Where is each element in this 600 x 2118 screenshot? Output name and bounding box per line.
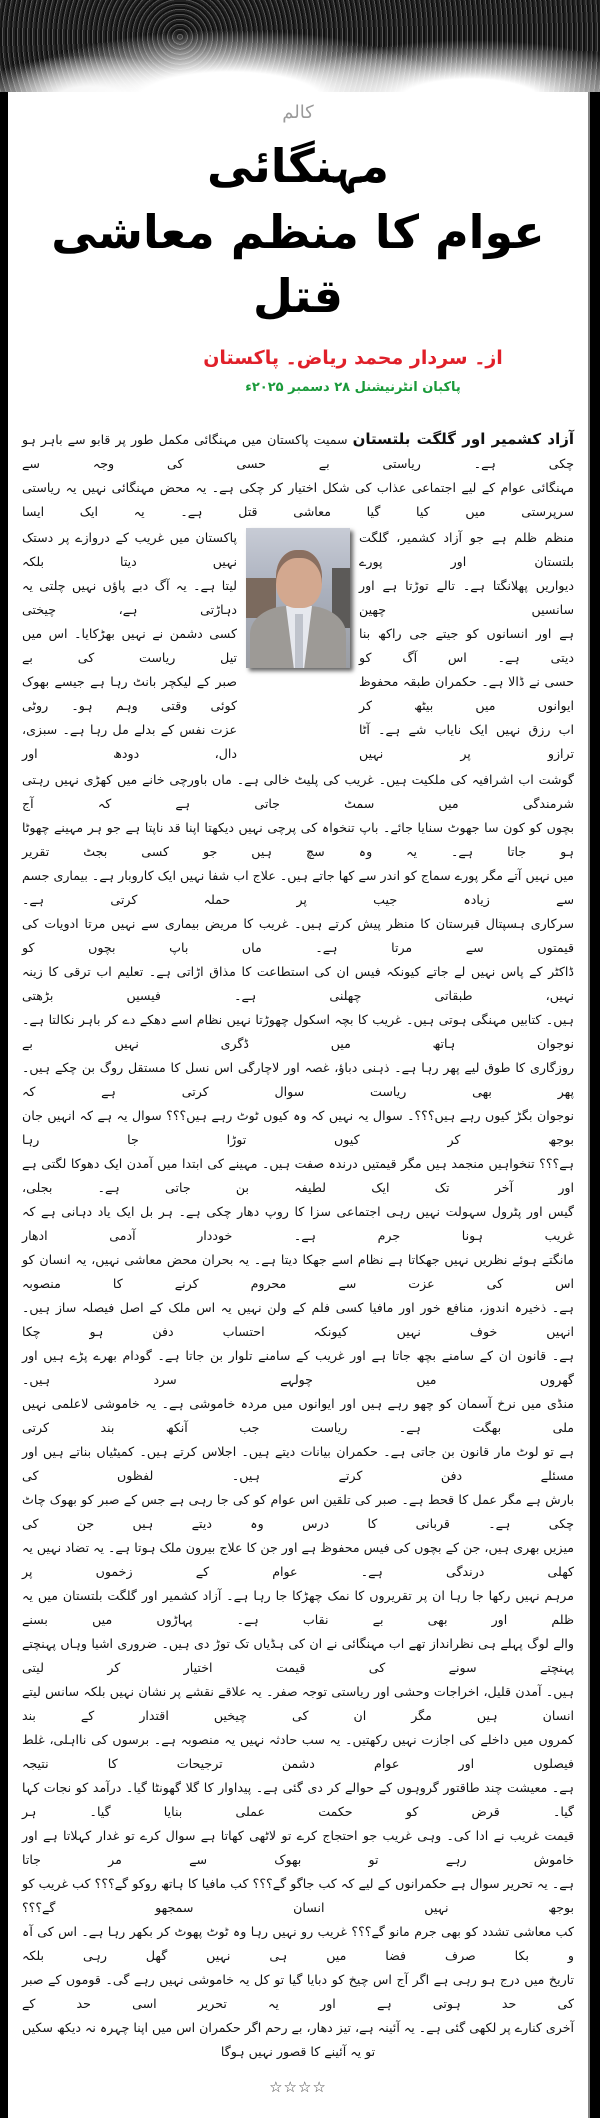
article-body [22,428,574,2064]
article-line: گوشت اب اشرافیہ کی ملکیت ہیں۔ غریب کی پلیٹ خالی ہے۔ ماں باورچی خانے میں کھڑی نہیں رہتی شرمندگی میں سمٹ جاتی ہے کہ آج [22,772,574,811]
article-line: مہنگائی عوام کے لیے اجتماعی عذاب کی شکل اختیار کر چکی ہے۔ یہ محض مہنگائی نہیں یہ ریاستی سرپرستی میں کیا گیا معاشی قتل ہے۔ یہ ایک ایسا [22,480,574,519]
article-line: کمروں میں داخلے کی اجازت نہیں رکھتیں۔ یہ سب حادثہ نہیں یہ منصوبہ ہے۔ برسوں کی نااہلی، غلط فیصلوں اور عوام دشمن ترجیحات کا نتیجہ [22,1732,574,1771]
author-photo [246,528,350,668]
article-line: ہے۔ قانون ان کے سامنے بچھ جاتا ہے اور غریب کے سامنے تلوار بن جاتا ہے۔ گودام بھرے پڑے ہیں اور گھروں میں چولہے سرد ہیں۔ [22,1348,574,1387]
article-line: صبر کے لیکچر بانٹ رہا ہے جیسے بھوک کوئی وقتی وہم ہو۔ روٹی [22,674,237,713]
lead-line-rest: سمیت پاکستان میں مہنگائی مکمل طور پر قابو سے باہر ہو چکی ہے۔ ریاستی بے حسی کی وجہ سے [22,432,574,471]
article-line: ڈاکٹر کے پاس نہیں لے جاتے کیونکہ فیس ان کی استطاعت کا مذاق اڑاتی ہے۔ تعلیم اب ترقی کا زینہ نہیں، طبقاتی چھلنی ہے۔ فیسیں بڑھتی [22,964,574,1003]
right-column [359,526,574,766]
article-line: اب رزق نہیں ایک نایاب شے ہے۔ آٹا ترازو پر نہیں [359,722,574,761]
headline-line-2: عوام کا منظم معاشی قتل [51,205,545,323]
article-line: والے لوگ پہلے ہی نظرانداز تھے اب مہنگائی نے ان کی ہڈیاں تک توڑ دی ہیں۔ ضروری اشیا وہاں پہنچتے پہنچتے سونے کی قیمت اختیار کر لیتی [22,1636,574,1675]
article-line: ہے؟؟؟ تنخواہیں منجمد ہیں مگر قیمتیں درندہ صفت ہیں۔ مہینے کی ابتدا میں آمدن ایک دھوکا لگتی ہے اور آخر تک ایک لطیفہ بن جاتی ہے۔ بجلی، [22,1156,574,1195]
article-line: دیواریں پھلانگتا ہے۔ تالے توڑتا ہے اور سانسیں چھین [359,578,574,617]
article-line: تاریخ میں درج ہو رہی ہے اگر آج اس چیخ کو دبایا گیا تو کل یہ خاموشی نہیں رہے گی۔ قوموں کے صبر کی حد ہوتی ہے اور یہ تحریر اسی حد کے [22,1972,574,2011]
article-line: ہے۔ معیشت چند طاقتور گروہوں کے حوالے کر دی گئی ہے۔ پیداوار کا گلا گھونٹا گیا۔ درآمد کو نجات کہا گیا۔ قرض کو حکمت عملی بنایا گیا۔ ہر [22,1780,574,1819]
photo-tie [295,614,303,668]
article-line: عزت نفس کے بدلے مل رہا ہے۔ سبزی، دال، دودھ اور [22,722,237,761]
article-closing-line: آخری کنارے پر لکھی گئی ہے۔ یہ آئینہ ہے، تیز دھار، بے رحم اگر حکمران اس میں اپنا چہرہ نہ دیکھ سکیں تو یہ آئینے کا قصور نہیں ہوگا [22,2020,575,2059]
photo-wrap-section [22,526,574,766]
article-line: قیمت غریب نے ادا کی۔ وہی غریب جو احتجاج کرے تو لاٹھی کھاتا ہے سوال کرے تو غدار کہلاتا ہے اور خاموش رہے تو بھوک سے مر جاتا [22,1828,574,1867]
author-byline: از۔ سردار محمد ریاض۔ پاکستان [203,347,503,369]
lead-phrase: آزاد کشمیر اور گلگت بلتستان [352,430,574,448]
article-line: ہے اور انسانوں کو جیتے جی راکھ بنا دیتی ہے۔ اس آگ کو [359,626,574,665]
left-column [22,526,237,766]
article-line: روزگاری کا طوق لیے پھر رہا ہے۔ ذہنی دباؤ، غصہ اور لاچارگی اس نسل کا مستقل روگ بن چکے ہیں۔ پھر بھی ریاست سوال کرتی ہے کہ [22,1060,574,1099]
article-lines [22,768,574,2016]
article-line: ہیں۔ کتابیں مہنگی ہوتی ہیں۔ غریب کا بچہ اسکول چھوڑتا نہیں نظام اسے دھکے دے کر باہر نکالتا ہے۔ نوجوان ہاتھ میں ڈگری نہیں بے [22,1012,574,1051]
article-line: میزیں بھری ہیں، جن کے بچوں کی فیس محفوظ ہے اور جن کا علاج بیرون ملک ہوتا ہے۔ یہ تضاد نہیں یہ کھلی درندگی ہے۔ عوام کے زخموں پر [22,1540,574,1579]
article-line: کسی دشمن نے نہیں بھڑکایا۔ اس میں تیل ریاست کی بے [22,626,237,665]
article-line: مانگتے ہوئے نظریں نہیں جھکاتا ہے نظام اسے جھکا دیتا ہے۔ یہ بحران محض معاشی نہیں، یہ انسان کو اس کی عزت سے محروم کرنے کا منصوبہ [22,1252,574,1291]
end-stars: ☆☆☆☆ [269,2078,327,2096]
article-line: سرکاری ہسپتال قبرستان کا منظر پیش کرتے ہیں۔ غریب کا مریض بیماری سے نہیں مرتا ادویات کی قیمتوں سے مرتا ہے۔ ماں باپ بچوں کو [22,916,574,955]
article-line: ہے۔ یہ تحریر سوال ہے حکمرانوں کے لیے کہ کب جاگو گے؟؟؟ کب مافیا کا ہاتھ روکو گے؟؟؟ کب غریب کو بوجھ نہیں انسان سمجھو گے؟؟؟ [22,1876,574,1915]
photo-face [276,550,322,608]
article-line: حسی نے ڈالا ہے۔ حکمران طبقہ محفوظ ایوانوں میں بیٹھ کر [359,674,574,713]
grunge-header-banner [0,0,600,92]
article-line: گیس اور پٹرول سہولت نہیں رہی اجتماعی سزا کا روپ دھار چکی ہے۔ ہر بل ایک یاد دہانی ہے کہ غریب ہونا جرم ہے۔ خوددار آدمی ادھار [22,1204,574,1243]
article-line: کب معاشی تشدد کو بھی جرم مانو گے؟؟؟ غریب رو نہیں رہا وہ ٹوٹ پھوٹ کر بکھر رہا ہے۔ اس کی آہ و بکا صرف فضا میں ہی نہیں گھل رہی بلکہ [22,1924,574,1963]
publication-source: پاکبان انٹرنیشنل ۲۸ دسمبر ۲۰۲۵ء [245,380,461,395]
article-line: میں نہیں آتے مگر پورے سماج کو اندر سے کھا جاتے ہیں۔ علاج اب شفا نہیں ایک کاروبار ہے۔ بیماری جسم سے زیادہ جیب پر حملہ کرتی ہے۔ [22,868,574,907]
article-line: ہیں۔ آمدن قلیل، اخراجات وحشی اور ریاستی توجہ صفر۔ یہ علاقے نقشے پر نشان نہیں بلکہ سانس لیتے انسان ہیں مگر ان کی چیخیں اقتدار کے بند [22,1684,574,1723]
article-line: لیتا ہے۔ یہ آگ دبے پاؤں نہیں چلتی یہ دہاڑتی ہے، چیختی [22,578,237,617]
article-line: بارش ہے مگر عمل کا قحط ہے۔ صبر کی تلقین اس عوام کو کی جا رہی ہے جس کے صبر کو بھوک چاٹ چکی ہے۔ قربانی کا درس وہ دیتے ہیں جن کی [22,1492,574,1531]
article-line: ہے۔ ذخیرہ اندوز، منافع خور اور مافیا کسی فلم کے ولن نہیں یہ اس ملک کے اصل فیصلہ ساز ہیں۔ انہیں خوف نہیں کیونکہ احتساب دفن ہو چکا [22,1300,574,1339]
article-line: بچوں کو کون سا جھوٹ سنایا جائے۔ باپ تنخواہ کی پرچی نہیں دیکھتا اپنا قد ناپتا ہے جو ہر مہینے چھوٹا ہو جاتا ہے۔ یہ وہ سچ ہیں جو کسی بجٹ تقریر [22,820,574,859]
article-line: نوجوان بگڑ کیوں رہے ہیں؟؟؟۔ سوال یہ نہیں کہ وہ کیوں ٹوٹ رہے ہیں؟؟؟ سوال یہ ہے کہ انہیں جان بوجھ کر کیوں توڑا جا رہا [22,1108,574,1147]
article-line [22,428,574,476]
article-line: منظم ظلم ہے جو آزاد کشمیر، گلگت بلتستان اور پورے [359,530,574,569]
article-line: منڈی میں نرخ آسمان کو چھو رہے ہیں اور ایوانوں میں مردہ خاموشی ہے۔ یہ خاموشی لاعلمی نہیں ملی بھگت ہے۔ ریاست جب آنکھ بند کرتی [22,1396,574,1435]
article-panel [8,92,590,2118]
article-line: مرہم نہیں رکھا جا رہا ان پر تقریروں کا نمک چھڑکا جا رہا ہے۔ آزاد کشمیر اور گلگت بلتستان میں یہ ظلم اور بھی بے نقاب ہے۔ پہاڑوں میں بسنے [22,1588,574,1627]
article-line: ہے تو لوٹ مار قانون بن جاتی ہے۔ حکمران بیانات دیتے ہیں۔ اجلاس کرتے ہیں۔ کمیٹیاں بناتے ہیں اور مسئلے دفن کرتے ہیں۔ لفظوں کی [22,1444,574,1483]
headline-line-1: مہنگائی [206,139,390,193]
article-line: پاکستان میں غریب کے دروازے پر دستک نہیں دیتا بلکہ [22,530,237,569]
section-kicker: کالم [282,102,314,123]
